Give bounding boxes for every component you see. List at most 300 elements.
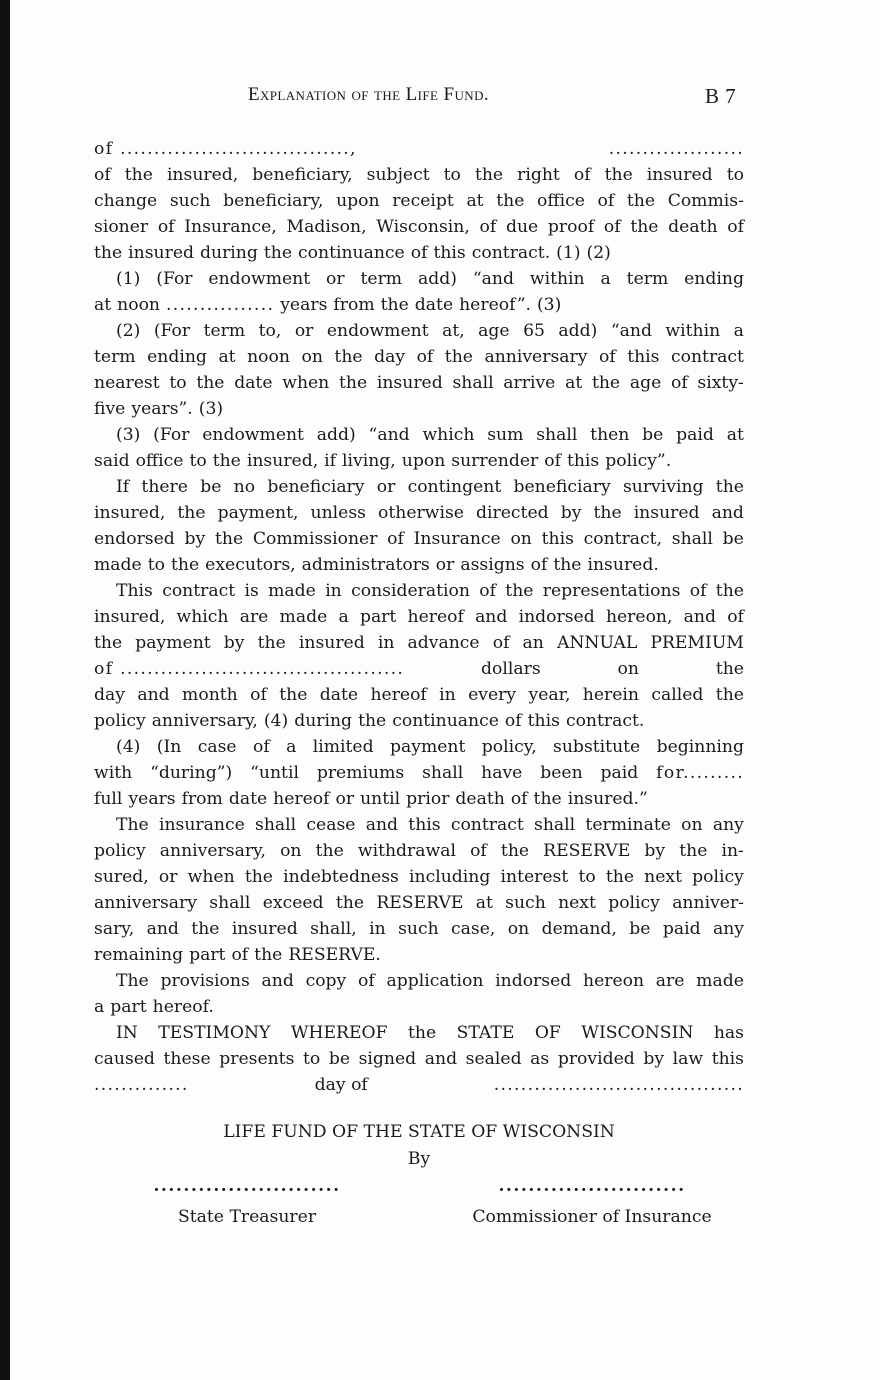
word: in- xyxy=(721,841,744,861)
word: date xyxy=(319,685,359,705)
signature-row xyxy=(94,1174,744,1240)
word: sixty- xyxy=(697,373,744,393)
word: the xyxy=(553,555,582,575)
word: Insurance xyxy=(413,529,501,549)
word: shall xyxy=(536,425,578,445)
word: (4) xyxy=(116,737,141,757)
word: dollars xyxy=(481,659,541,679)
word: RESERVE. xyxy=(288,945,381,965)
word: a xyxy=(338,607,349,627)
word: the xyxy=(474,165,504,185)
word: policy xyxy=(692,867,744,887)
word: the xyxy=(212,451,241,471)
word: hereof. xyxy=(152,997,214,1017)
word: WISCONSIN xyxy=(581,1023,694,1043)
word: the xyxy=(215,529,244,549)
word: hereon, xyxy=(605,607,673,627)
word: a xyxy=(94,997,105,1017)
word: which xyxy=(422,425,475,445)
word: insured, xyxy=(94,607,166,627)
word: the xyxy=(263,243,293,263)
word: five xyxy=(94,399,126,419)
word: there xyxy=(141,477,188,497)
word: which xyxy=(176,607,229,627)
word: any xyxy=(712,815,744,835)
text-line xyxy=(94,786,744,812)
word: shall xyxy=(422,763,464,783)
word: to xyxy=(147,555,165,575)
word: the xyxy=(358,711,387,731)
word: of xyxy=(544,451,561,471)
text-line xyxy=(94,578,744,604)
word: of xyxy=(231,945,249,965)
text-line xyxy=(94,448,744,474)
word: this xyxy=(711,1049,744,1069)
text-line xyxy=(94,1072,744,1098)
word: ending xyxy=(147,347,207,367)
word: this xyxy=(627,347,660,367)
word: are xyxy=(239,607,269,627)
word: to xyxy=(189,451,207,471)
word: ANNUAL xyxy=(556,633,638,653)
word: the xyxy=(335,893,365,913)
word: the xyxy=(338,373,368,393)
word: add) xyxy=(418,269,457,289)
word: or xyxy=(294,321,314,341)
word: ..................................... xyxy=(493,1075,744,1095)
text-line xyxy=(94,890,744,916)
word: date xyxy=(234,373,273,393)
paragraph-lines xyxy=(94,136,744,1098)
word: of xyxy=(479,581,496,601)
word: surrender xyxy=(451,451,539,471)
word: including xyxy=(409,867,491,887)
word: of xyxy=(94,165,111,185)
word: or xyxy=(326,269,345,289)
word: hereof xyxy=(370,685,427,705)
word: “until xyxy=(250,763,299,783)
text-line xyxy=(94,708,744,734)
word: term xyxy=(626,269,669,289)
text-line xyxy=(94,630,744,656)
text-line xyxy=(94,214,744,240)
word: or xyxy=(335,789,355,809)
by-label: By xyxy=(407,1149,431,1169)
word: caused xyxy=(94,1049,155,1069)
word: of xyxy=(410,243,428,263)
word: and xyxy=(711,503,744,523)
word: the xyxy=(177,503,206,523)
word: day xyxy=(94,685,125,705)
word: endowment xyxy=(208,269,311,289)
word: anniversary xyxy=(94,893,197,913)
word: part xyxy=(189,945,226,965)
word: paid xyxy=(662,919,701,939)
word: insured, xyxy=(94,503,166,523)
word: by xyxy=(223,633,245,653)
word: of xyxy=(573,165,591,185)
word: be xyxy=(328,1049,351,1069)
word: day xyxy=(374,347,406,367)
word: the xyxy=(593,503,622,523)
word: at xyxy=(94,295,112,315)
word: on xyxy=(301,347,323,367)
text-line xyxy=(94,266,744,292)
word: made xyxy=(279,607,328,627)
word: to xyxy=(578,867,596,887)
word: cease xyxy=(306,815,356,835)
word: of xyxy=(670,373,688,393)
word: shall xyxy=(671,529,713,549)
word: hereof xyxy=(273,789,330,809)
word: policy, xyxy=(481,737,537,757)
text-line xyxy=(94,864,744,890)
word: part xyxy=(359,607,397,627)
word: in xyxy=(439,685,456,705)
word: sured, xyxy=(94,867,149,887)
word: upon xyxy=(401,451,446,471)
signature-label: State Treasurer xyxy=(177,1207,317,1227)
text-line xyxy=(94,318,744,344)
word: on xyxy=(617,659,639,679)
word: IN xyxy=(116,1023,138,1043)
word: (3) xyxy=(536,295,562,315)
text-line xyxy=(94,396,744,422)
word: a xyxy=(286,737,297,757)
word: payment xyxy=(390,737,466,757)
word: in xyxy=(377,633,395,653)
word: the xyxy=(715,685,744,705)
word: the xyxy=(715,581,744,601)
word: endowment xyxy=(202,425,304,445)
word: these xyxy=(163,1049,211,1069)
word: right xyxy=(517,165,560,185)
word: insured.” xyxy=(567,789,648,809)
word: STATE xyxy=(456,1023,515,1043)
word: day of xyxy=(314,1075,368,1095)
word: of .......................................... xyxy=(94,659,405,679)
word: endorsed xyxy=(94,529,175,549)
word: such xyxy=(505,893,546,913)
word: or xyxy=(435,555,455,575)
word: a xyxy=(600,269,611,289)
word: contract xyxy=(671,347,744,367)
word: this xyxy=(527,711,560,731)
text-line xyxy=(94,734,744,760)
word: executors, xyxy=(205,555,296,575)
word: at xyxy=(565,373,583,393)
word: any xyxy=(712,919,744,939)
word: beneficiary xyxy=(267,477,365,497)
word: paid xyxy=(676,425,714,445)
text-line xyxy=(94,370,744,396)
word: and xyxy=(475,607,508,627)
word: from xyxy=(333,295,375,315)
word: as xyxy=(530,1049,550,1069)
word: every xyxy=(468,685,517,705)
word: contract. xyxy=(565,711,645,731)
word: by xyxy=(184,529,206,549)
word: hereon xyxy=(583,971,645,991)
word: substitute xyxy=(553,737,641,757)
word: (For xyxy=(156,269,193,289)
word: insurance xyxy=(158,815,245,835)
word: is xyxy=(244,581,259,601)
word: This xyxy=(116,581,153,601)
text-line xyxy=(94,552,744,578)
word: of xyxy=(470,841,487,861)
word: insured xyxy=(128,243,195,263)
word: the xyxy=(500,841,530,861)
word: this xyxy=(408,815,441,835)
word: case xyxy=(197,737,237,757)
word: the xyxy=(254,945,283,965)
word: death xyxy=(668,217,718,237)
word: at xyxy=(726,425,744,445)
word: when xyxy=(282,373,330,393)
word: the xyxy=(715,477,744,497)
signature-label: Commissioner of Insurance xyxy=(472,1207,712,1227)
word: the xyxy=(496,191,525,211)
word: the xyxy=(604,165,633,185)
word: indebtedness xyxy=(283,867,399,887)
word: provided xyxy=(557,1049,635,1069)
word: then xyxy=(590,425,630,445)
word: receipt xyxy=(392,191,454,211)
word: paid xyxy=(600,763,639,783)
word: the xyxy=(679,841,708,861)
word: insured xyxy=(646,165,713,185)
word: prior xyxy=(406,789,450,809)
word: beneficiary, xyxy=(223,191,324,211)
word: insured xyxy=(376,373,443,393)
word: of xyxy=(597,191,615,211)
word: (4) xyxy=(263,711,289,731)
word: next xyxy=(558,893,596,913)
text-line xyxy=(94,916,744,942)
word: and xyxy=(683,607,716,627)
word: made xyxy=(696,971,744,991)
word: (For xyxy=(153,425,190,445)
word: the xyxy=(334,347,363,367)
word: term xyxy=(360,269,403,289)
word: on xyxy=(681,815,703,835)
word: If xyxy=(116,477,130,497)
word: of xyxy=(530,555,548,575)
word: RESERVE xyxy=(543,841,631,861)
word: age xyxy=(478,321,510,341)
word: insured xyxy=(231,919,298,939)
word: to xyxy=(443,165,461,185)
word: term xyxy=(94,347,136,367)
word: within xyxy=(529,269,585,289)
text-line xyxy=(94,162,744,188)
word: (2) xyxy=(116,321,141,341)
word: law xyxy=(672,1049,704,1069)
word: .................... xyxy=(608,139,744,159)
word: endowment xyxy=(326,321,429,341)
word: Wisconsin, xyxy=(376,217,470,237)
word: the xyxy=(630,217,659,237)
word: ................ xyxy=(166,295,275,315)
word: “during”) xyxy=(150,763,233,783)
word: of xyxy=(603,217,621,237)
word: office xyxy=(135,451,184,471)
word: ending xyxy=(684,269,744,289)
text-line xyxy=(94,604,744,630)
word: to xyxy=(303,1049,321,1069)
word: on xyxy=(280,841,302,861)
word: upon xyxy=(336,191,380,211)
word: indorsed xyxy=(518,607,595,627)
signature-block-commissioner xyxy=(440,1174,744,1230)
word: on xyxy=(507,919,530,939)
word: full xyxy=(94,789,123,809)
word: of xyxy=(492,633,510,653)
word: continuance xyxy=(392,711,499,731)
word: payment xyxy=(135,633,211,653)
word: and xyxy=(365,815,399,835)
text-line xyxy=(94,682,744,708)
word: shall xyxy=(209,893,251,913)
word: beneficiary xyxy=(513,477,611,497)
word: shall xyxy=(255,815,297,835)
word: beginning xyxy=(656,737,744,757)
word: of .................................., xyxy=(94,139,357,159)
word: otherwise xyxy=(378,503,464,523)
word: noon xyxy=(117,295,160,315)
word: (In xyxy=(156,737,182,757)
word: be xyxy=(629,919,651,939)
word: of xyxy=(387,529,404,549)
word: or xyxy=(376,477,396,497)
word: of xyxy=(250,685,267,705)
text-line xyxy=(94,474,744,500)
word: The xyxy=(116,815,149,835)
word: application xyxy=(386,971,484,991)
word: the xyxy=(605,867,635,887)
word: of xyxy=(252,737,270,757)
word: limited xyxy=(312,737,374,757)
word: by xyxy=(644,841,666,861)
word: contingent xyxy=(407,477,502,497)
word: to xyxy=(169,373,187,393)
word: OF xyxy=(534,1023,561,1043)
word: case, xyxy=(451,919,496,939)
word: term xyxy=(203,321,246,341)
word: the xyxy=(124,165,153,185)
word: policy”. xyxy=(605,451,672,471)
word: the xyxy=(408,1023,437,1043)
word: shall xyxy=(534,815,576,835)
word: or xyxy=(158,867,178,887)
word: anniver- xyxy=(672,893,744,913)
word: been xyxy=(540,763,583,783)
word: .............. xyxy=(94,1075,189,1095)
signature-block-treasurer xyxy=(94,1174,400,1230)
word: The xyxy=(116,971,149,991)
text-line xyxy=(94,344,744,370)
word: in xyxy=(369,919,386,939)
word: 65 xyxy=(523,321,545,341)
word: of xyxy=(416,347,434,367)
word: due xyxy=(505,217,539,237)
word: herein xyxy=(582,685,639,705)
word: contract xyxy=(162,581,236,601)
word: contract xyxy=(450,815,524,835)
word: for......... xyxy=(656,763,744,783)
word: the xyxy=(591,373,621,393)
word: indorsed xyxy=(495,971,572,991)
word: year, xyxy=(528,685,571,705)
word: the xyxy=(244,867,273,887)
word: of xyxy=(157,217,175,237)
word: a xyxy=(733,321,744,341)
word: called xyxy=(651,685,704,705)
word: payment, xyxy=(217,503,299,523)
word: the xyxy=(196,373,225,393)
word: within xyxy=(665,321,721,341)
word: this xyxy=(541,529,574,549)
word: insured xyxy=(298,633,365,653)
word: withdrawal xyxy=(357,841,456,861)
word: interest xyxy=(500,867,569,887)
word: the xyxy=(533,789,562,809)
word: the xyxy=(626,191,656,211)
word: WHEREOF xyxy=(290,1023,388,1043)
word: (1) xyxy=(556,243,581,263)
text-line xyxy=(94,1046,744,1072)
word: and xyxy=(146,919,179,939)
word: add) xyxy=(558,321,598,341)
word: be xyxy=(722,529,744,549)
word: advance xyxy=(407,633,480,653)
word: have xyxy=(481,763,523,783)
word: nearest xyxy=(94,373,160,393)
word: of xyxy=(358,971,375,991)
text-line xyxy=(94,188,744,214)
word: at xyxy=(218,347,236,367)
word: with xyxy=(94,763,133,783)
body-text xyxy=(94,136,744,1240)
text-line xyxy=(94,968,744,994)
word: Insurance, xyxy=(184,217,277,237)
word: the xyxy=(380,295,409,315)
word: the xyxy=(94,243,123,263)
word: sealed xyxy=(465,1049,522,1069)
word: arrive xyxy=(503,373,556,393)
word: subject xyxy=(366,165,430,185)
word: date xyxy=(414,295,454,315)
word: sum xyxy=(487,425,524,445)
word: anniversary, xyxy=(151,711,258,731)
word: next xyxy=(644,867,683,887)
word: to, xyxy=(258,321,282,341)
word: by xyxy=(560,503,582,523)
word: policy xyxy=(94,841,146,861)
word: insured. xyxy=(587,555,659,575)
word: age xyxy=(629,373,662,393)
fund-title: LIFE FUND OF THE STATE OF WISCONSIN xyxy=(223,1122,615,1142)
word: and xyxy=(137,685,170,705)
scan-edge xyxy=(0,0,10,1380)
word: on xyxy=(510,529,532,549)
word: the xyxy=(279,685,308,705)
word: the xyxy=(94,633,123,653)
word: are xyxy=(655,971,685,991)
word: the xyxy=(444,347,473,367)
word: of xyxy=(504,711,522,731)
